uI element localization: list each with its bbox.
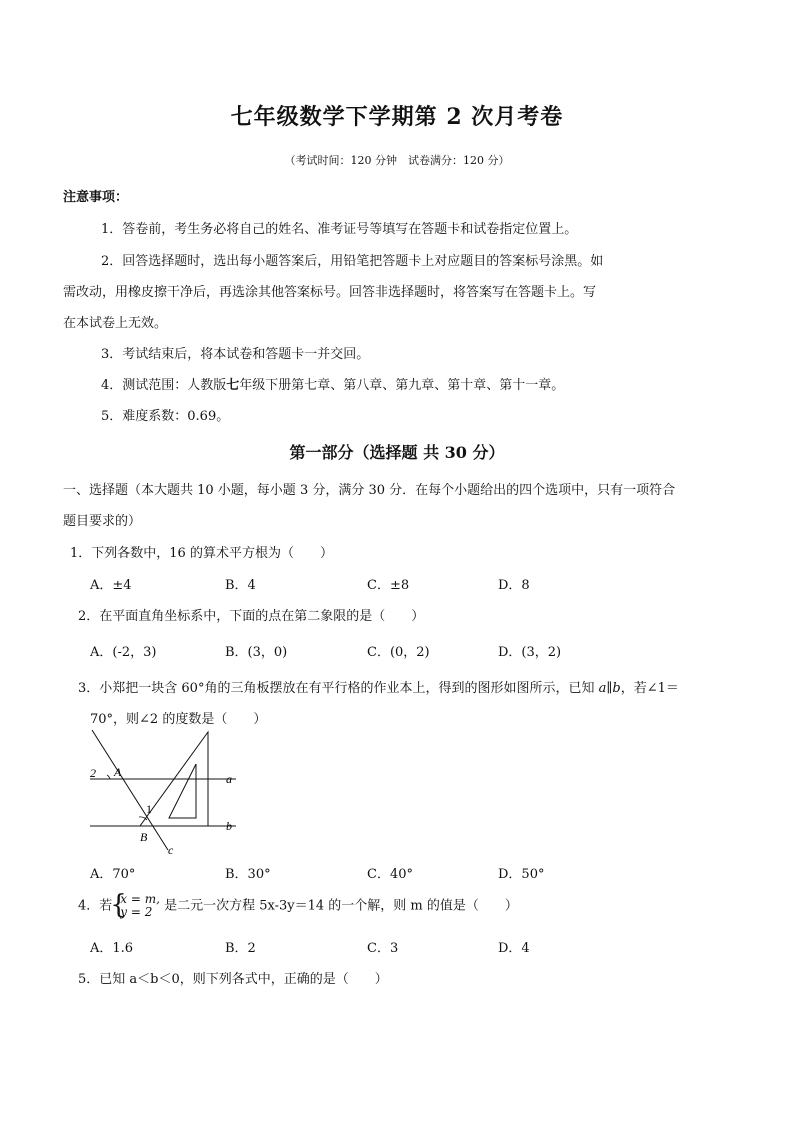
note-item-2-line-2: 需改动，用橡皮擦干净后，再选涂其他答案标号。回答非选择题时，将答案写在答题卡上。写 bbox=[63, 285, 597, 300]
question-3-stem-line-2: 70°，则∠2 的度数是（ ） bbox=[90, 712, 267, 727]
label-line-a: a bbox=[226, 772, 232, 786]
label-angle-2: 2 bbox=[90, 766, 96, 780]
label-point-a: A bbox=[114, 765, 122, 779]
notes-heading: 注意事项： bbox=[63, 190, 129, 205]
note-item-5: 5．难度系数：0.69。 bbox=[101, 409, 230, 424]
question-3-stem-line-1 bbox=[78, 677, 679, 696]
variable-a: a bbox=[598, 681, 607, 696]
label-point-b: B bbox=[140, 830, 148, 844]
question-1-option-b: B．4 bbox=[225, 578, 256, 593]
question-1-option-d: D．8 bbox=[498, 578, 530, 593]
note-item-4 bbox=[101, 374, 564, 393]
label-line-c: c bbox=[168, 843, 174, 857]
question-3-option-b: B．30° bbox=[225, 867, 271, 882]
equation-line-1: { x = m, bbox=[120, 892, 160, 906]
note-item-2-line-1: 2．回答选择题时，选出每小题答案后，用铅笔把答题卡上对应题目的答案标号涂黑。如 bbox=[101, 254, 604, 269]
question-3-option-d: D．50° bbox=[498, 867, 545, 882]
equation-system bbox=[112, 893, 160, 919]
question-2-option-c: C．(0，2) bbox=[367, 645, 430, 660]
note-item-4-post: 年级下册第七章、第八章、第九章、第十章、第十一章。 bbox=[239, 378, 565, 393]
part1-heading: 第一部分（选择题 共 30 分） bbox=[289, 443, 505, 462]
parallel-symbol: ∥ bbox=[606, 681, 613, 696]
question-2-option-b: B．(3，0) bbox=[225, 645, 288, 660]
question-3-text-post: ，若∠1＝ bbox=[620, 681, 679, 696]
exam-title: 七年级数学下学期第 2 次月考卷 bbox=[230, 104, 564, 130]
question-4-option-b: B．2 bbox=[225, 941, 256, 956]
question-3-option-c: C．40° bbox=[367, 867, 413, 882]
question-4-pre: 4．若 bbox=[78, 898, 113, 914]
part1-instructions-line-2: 题目要求的） bbox=[63, 514, 142, 529]
label-line-b: b bbox=[226, 819, 232, 833]
question-4-post: 是二元一次方程 5x-3y＝14 的一个解，则 m 的值是（ ） bbox=[164, 898, 518, 914]
set-square-inner bbox=[169, 764, 196, 818]
note-item-4-pre: 4．测试范围：人教版 bbox=[101, 378, 227, 393]
question-4-option-d: D．4 bbox=[498, 941, 530, 956]
question-1-option-a: A．±4 bbox=[90, 578, 132, 593]
question-2-option-d: D．(3，2) bbox=[498, 645, 562, 660]
question-5-stem: 5．已知 a＜b＜0，则下列各式中，正确的是（ ） bbox=[78, 972, 388, 987]
question-4-option-a: A．1.6 bbox=[90, 941, 134, 956]
question-4-stem bbox=[78, 893, 518, 919]
note-item-4-bold: 七 bbox=[226, 378, 240, 393]
angle-2-arc bbox=[107, 775, 110, 779]
part1-instructions-line-1: 一、选择题（本大题共 10 小题，每小题 3 分，满分 30 分．在每个小题给出的四个选项中，只有一项符合 bbox=[63, 483, 676, 498]
question-1-option-c: C．±8 bbox=[367, 578, 410, 593]
triangle-ruler-figure bbox=[86, 730, 246, 860]
line-c bbox=[92, 730, 168, 850]
equation-line-2: y = 2 bbox=[120, 905, 153, 919]
exam-subtitle: （考试时间：120 分钟 试卷满分：120 分） bbox=[284, 154, 510, 167]
note-item-2-line-3: 在本试卷上无效。 bbox=[63, 316, 168, 331]
question-4-option-c: C．3 bbox=[367, 941, 399, 956]
question-1-stem: 1．下列各数中，16 的算术平方根为（ ） bbox=[70, 546, 333, 561]
label-angle-1: 1 bbox=[146, 802, 152, 816]
note-item-3: 3．考试结束后，将本试卷和答题卡一并交回。 bbox=[101, 347, 370, 362]
question-2-option-a: A．(-2，3) bbox=[90, 645, 157, 660]
question-3-option-a: A．70° bbox=[90, 867, 136, 882]
question-2-stem: 2．在平面直角坐标系中，下面的点在第二象限的是（ ） bbox=[78, 609, 425, 624]
note-item-1: 1．答卷前，考生务必将自己的姓名、准考证号等填写在答题卡和试卷指定位置上。 bbox=[101, 222, 578, 237]
question-3-text-pre: 3．小郑把一块含 60°角的三角板摆放在有平行格的作业本上，得到的图形如图所示，已知 bbox=[78, 681, 599, 696]
variable-b: b bbox=[612, 681, 621, 696]
